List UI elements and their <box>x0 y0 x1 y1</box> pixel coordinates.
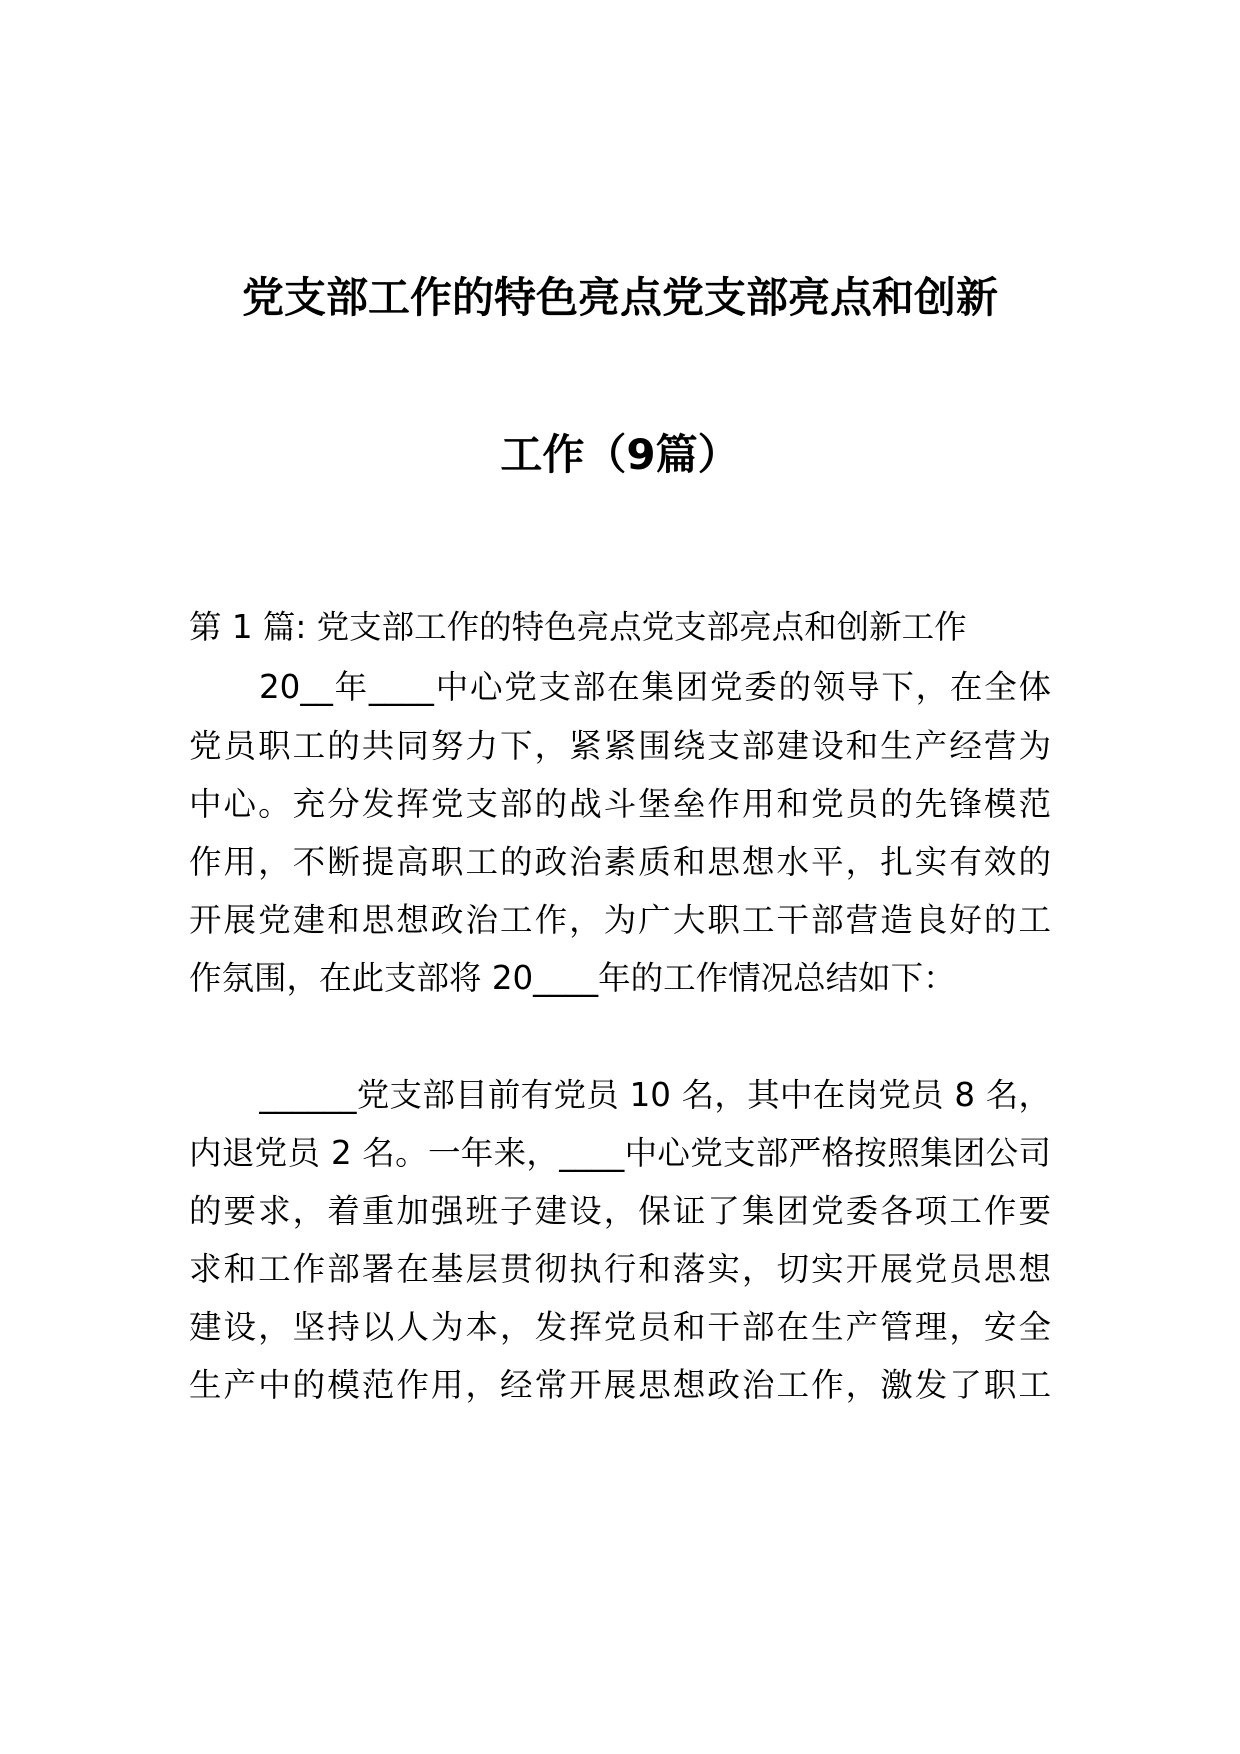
document-title-line-2: 工作（9篇） <box>500 430 740 479</box>
paragraph-line: 生产中的模范作用，经常开展思想政治工作，激发了职工 <box>189 1366 1051 1404</box>
paragraph-line: 党员职工的共同努力下，紧紧围绕支部建设和生产经营为 <box>189 727 1051 765</box>
paragraph-line: 作氛围，在此支部将 20____年的工作情况总结如下： <box>189 959 956 997</box>
document-title-line-1: 党支部工作的特色亮点党支部亮点和创新 <box>241 273 998 322</box>
paragraph-line: 建设，坚持以人为本，发挥党员和干部在生产管理，安全 <box>189 1308 1051 1346</box>
paragraph-line: 中心。充分发挥党支部的战斗堡垒作用和党员的先锋模范 <box>189 785 1051 823</box>
paragraph-line: 的要求，着重加强班子建设，保证了集团党委各项工作要 <box>189 1192 1051 1230</box>
paragraph-line: 20__年____中心党支部在集团党委的领导下，在全体 <box>259 668 1051 706</box>
paragraph-line: 开展党建和思想政治工作，为广大职工干部营造良好的工 <box>189 901 1051 939</box>
paragraph-line: 内退党员 2 名。一年来，____中心党支部严格按照集团公司 <box>189 1134 1051 1172</box>
paragraph-line: 作用，不断提高职工的政治素质和思想水平，扎实有效的 <box>189 843 1051 881</box>
paragraph-line: ______党支部目前有党员 10 名，其中在岗党员 8 名， <box>259 1076 1051 1114</box>
paragraph-line: 求和工作部署在基层贯彻执行和落实，切实开展党员思想 <box>189 1250 1051 1288</box>
chapter-heading: 第 1 篇: 党支部工作的特色亮点党支部亮点和创新工作 <box>189 608 967 646</box>
